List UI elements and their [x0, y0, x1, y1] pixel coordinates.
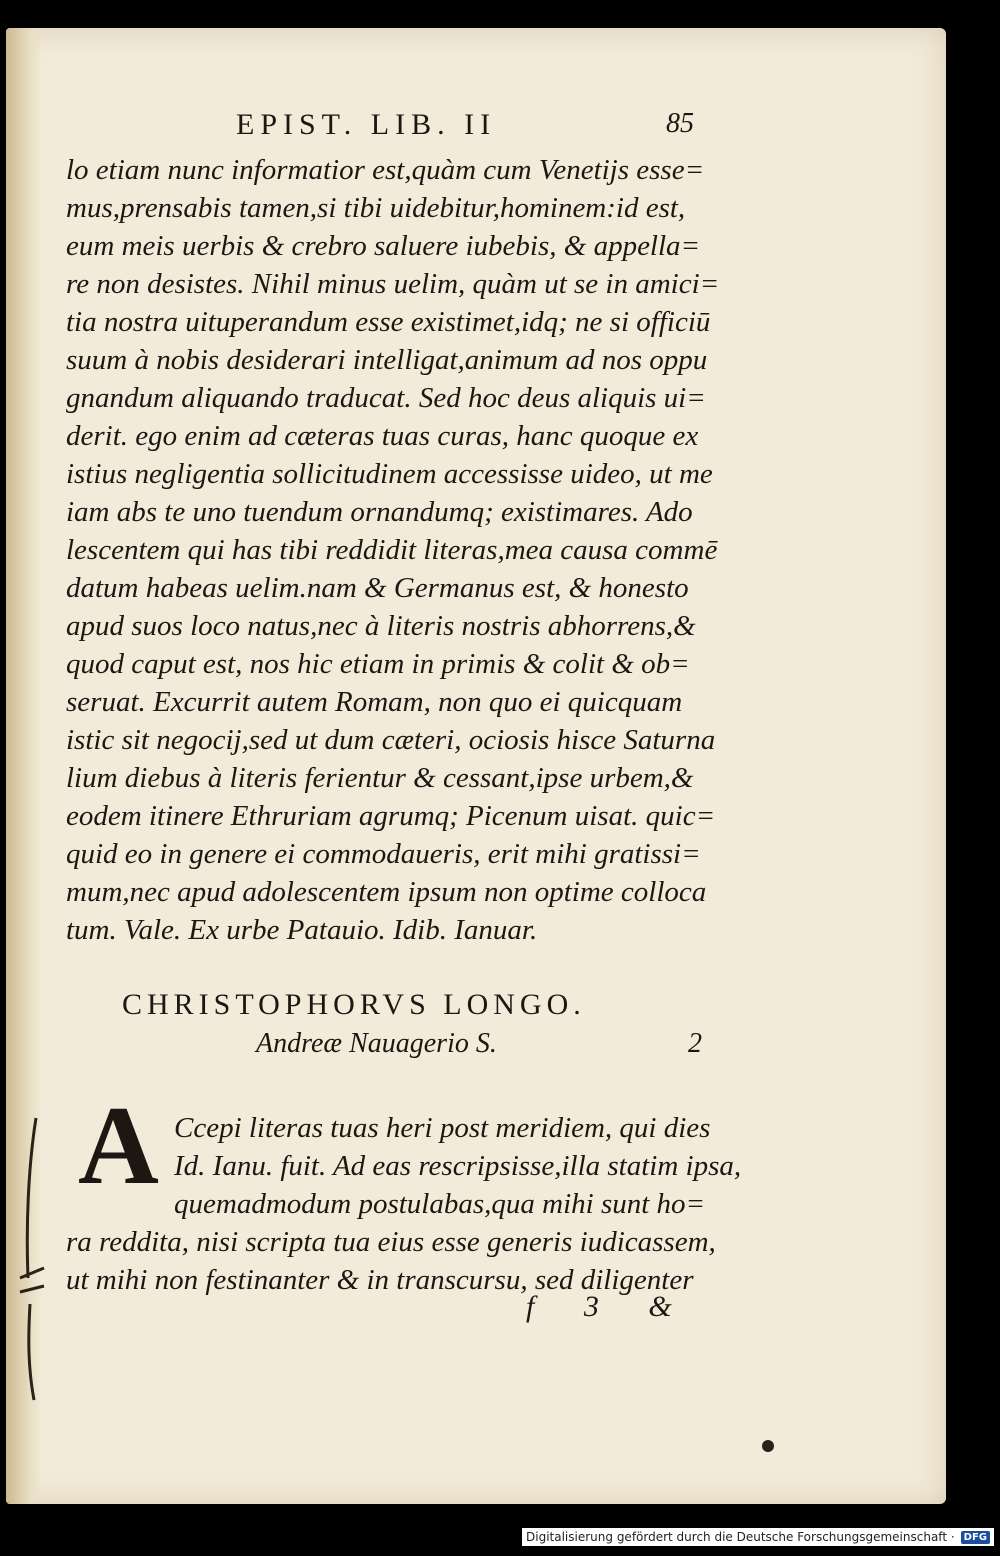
body-line: derit. ego enim ad cæteras tuas curas, hanc quoque ex — [66, 420, 699, 452]
footer-text: Digitalisierung gefördert durch die Deutsche Forschungsgemeinschaft · — [526, 1530, 955, 1544]
body-line: quod caput est, nos hic etiam in primis & colit & ob= — [66, 648, 690, 680]
letter-number: 2 — [688, 1028, 702, 1059]
body-line: re non desistes. Nihil minus uelim, quàm ut se in amici= — [66, 268, 720, 300]
body-line: mum,nec apud adolescentem ipsum non optime colloca — [66, 876, 707, 908]
running-head: EPIST. LIB. II — [236, 108, 497, 141]
body-line: ut mihi non festinanter & in transcursu, sed diligenter — [66, 1264, 694, 1296]
letter-heading: CHRISTOPHORVS LONGO. — [122, 988, 586, 1021]
body-line: Ccepi literas tuas heri post meridiem, qui dies — [174, 1112, 711, 1144]
body-line: lium diebus à literis ferientur & cessant,ipse urbem,& — [66, 762, 694, 794]
signature-mark: f 3 & — [526, 1290, 672, 1323]
body-line: datum habeas uelim.nam & Germanus est, & honesto — [66, 572, 689, 604]
body-line: istius negligentia sollicitudinem accessisse uideo, ut me — [66, 458, 713, 490]
book-page — [6, 28, 946, 1504]
body-line: mus,prensabis tamen,si tibi uidebitur,hominem:id est, — [66, 192, 686, 224]
body-line: apud suos loco natus,nec à literis nostris abhorrens,& — [66, 610, 696, 642]
dfg-logo-icon: DFG — [961, 1531, 990, 1544]
letter-recipient: Andreæ Nauagerio S. — [256, 1028, 497, 1059]
drop-cap: A — [78, 1084, 159, 1208]
digitization-footer — [522, 1528, 994, 1546]
body-line: tum. Vale. Ex urbe Patauio. Idib. Ianuar. — [66, 914, 538, 946]
body-line: tia nostra uituperandum esse existimet,idq; ne si officiū — [66, 306, 711, 338]
body-line: eodem itinere Ethruriam agrumq; Picenum uisat. quic= — [66, 800, 716, 832]
body-line: iam abs te uno tuendum ornandumq; existimares. Ado — [66, 496, 693, 528]
body-line: quid eo in genere ei commodaueris, erit mihi gratissi= — [66, 838, 701, 870]
body-line: ra reddita, nisi scripta tua eius esse generis iudicassem, — [66, 1226, 716, 1258]
page-number: 85 — [666, 108, 694, 139]
body-line: istic sit negocij,sed ut dum cæteri, ociosis hisce Saturna — [66, 724, 716, 756]
body-line: Id. Ianu. fuit. Ad eas rescripsisse,illa statim ipsa, — [174, 1150, 742, 1182]
body-line: gnandum aliquando traducat. Sed hoc deus aliquis ui= — [66, 382, 706, 414]
body-line: lo etiam nunc informatior est,quàm cum Venetijs esse= — [66, 154, 705, 186]
body-line: quemadmodum postulabas,qua mihi sunt ho= — [174, 1188, 706, 1220]
body-line: seruat. Excurrit autem Romam, non quo ei quicquam — [66, 686, 683, 718]
body-line: lescentem qui has tibi reddidit literas,mea causa commē — [66, 534, 718, 566]
body-line: suum à nobis desiderari intelligat,animum ad nos oppu — [66, 344, 708, 376]
ink-dot-icon — [762, 1440, 774, 1452]
body-line: eum meis uerbis & crebro saluere iubebis, & appella= — [66, 230, 701, 262]
margin-annotation-icon — [14, 1108, 54, 1408]
